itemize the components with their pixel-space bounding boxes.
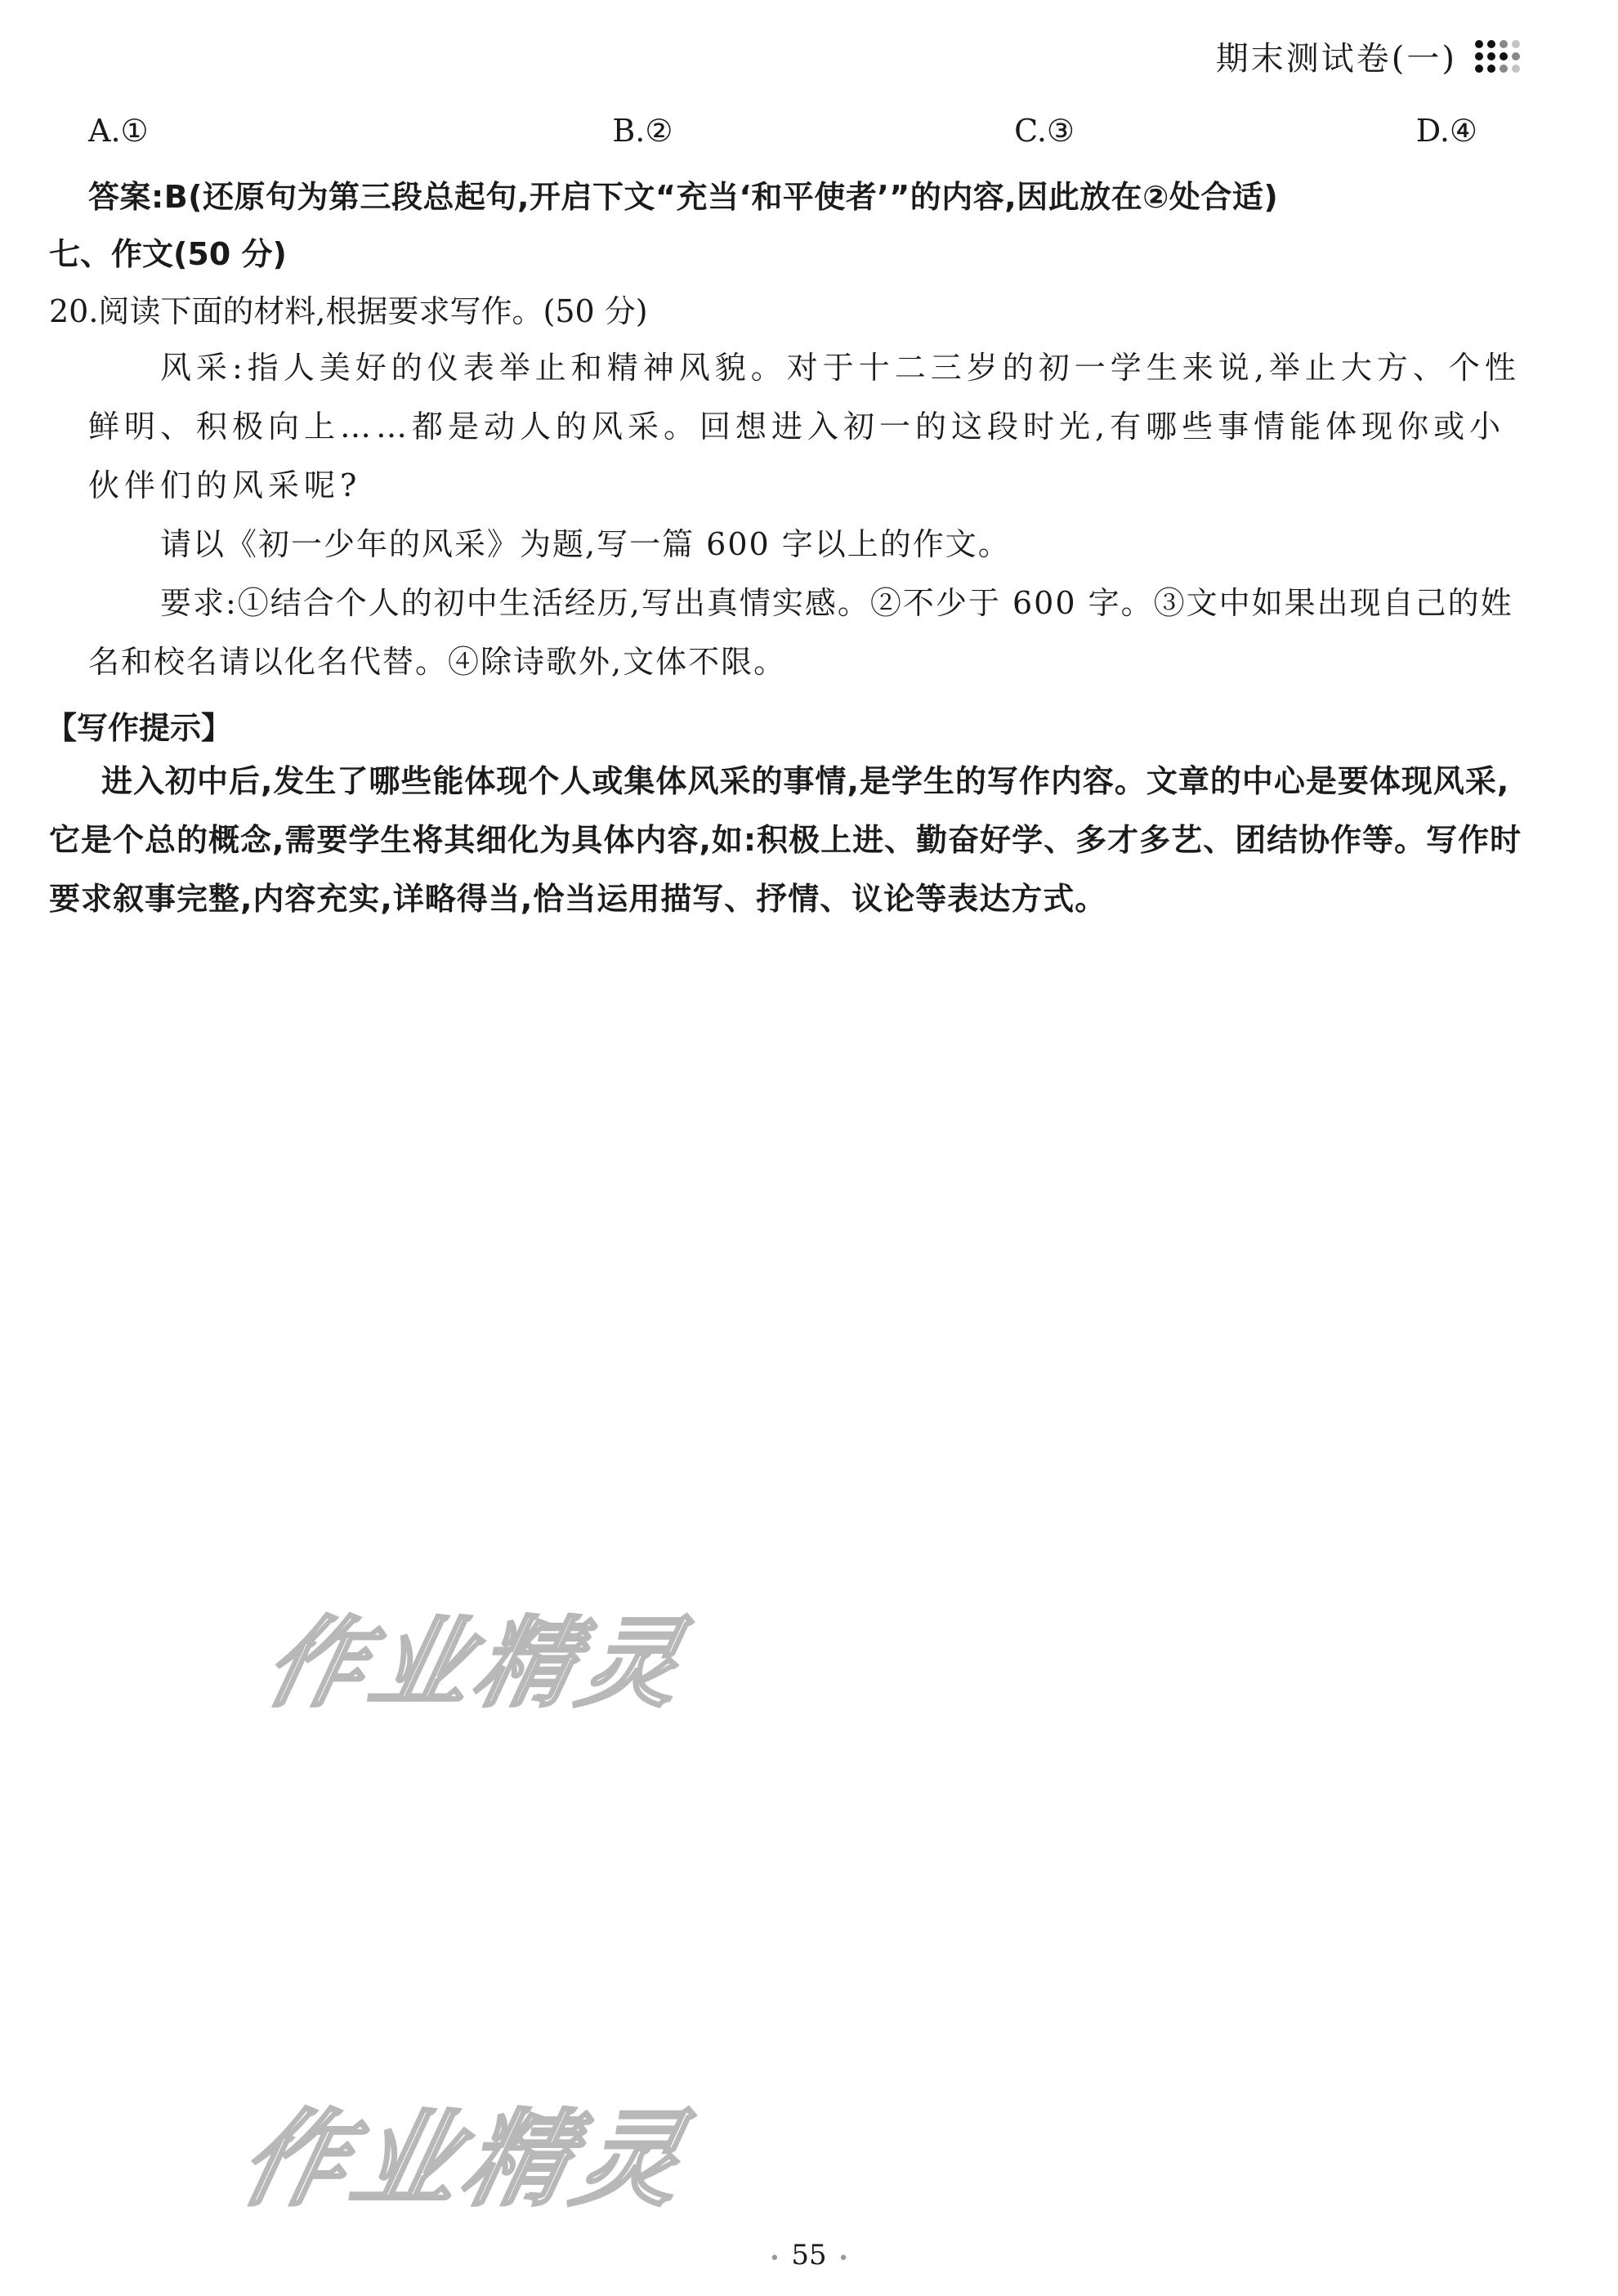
section-heading: 七、作文(50 分) [49, 236, 287, 272]
answer-options [88, 113, 1477, 149]
watermark: 作业精灵 [255, 1607, 699, 1721]
page-header [1216, 33, 1520, 79]
dot-grid-icon [1475, 40, 1520, 73]
watermark: 作业精灵 [230, 2099, 701, 2221]
page-number: 55 [791, 2239, 827, 2271]
question-20: 20.阅读下面的材料,根据要求写作。(50 分) [49, 293, 648, 329]
writing-hint-text: 进入初中后,发生了哪些能体现个人或集体风采的事情,是学生的写作内容。文章的中心是要体现风采,它是个总的概念,需要学生将其细化为具体内容,如:积极上进、勤奋好学、多才多艺、团结协作等。写作时要求叙事完整,内容充实,详略得当,恰当运用描写、抒情、议论等表达方式。 [49, 763, 1522, 917]
option-b: B.② [612, 113, 673, 149]
answer-explanation: 答案:B(还原句为第三段总起句,开启下文“充当‘和平使者’”的内容,因此放在②处合适) [88, 179, 1279, 215]
option-a: A.① [88, 113, 149, 149]
dot-icon: • [769, 2249, 780, 2269]
essay-prompt: 请以《初一少年的风采》为题,写一篇 600 字以上的作文。 [160, 526, 1011, 562]
dot-icon: • [838, 2249, 849, 2269]
option-c: C.③ [1014, 113, 1075, 149]
writing-hint-heading: 【写作提示】 [46, 710, 233, 746]
material-paragraph: 风采:指人美好的仪表举止和精神风貌。对于十二三岁的初一学生来说,举止大方、个性鲜明、积极向上……都是动人的风采。回想进入初一的这段时光,有哪些事情能体现你或小伙伴们的风采呢? [88, 350, 1521, 503]
page-number-footer [0, 2239, 1618, 2271]
option-d: D.④ [1415, 113, 1477, 149]
header-title: 期末测试卷(一) [1215, 40, 1457, 78]
essay-requirements: 要求:①结合个人的初中生活经历,写出真情实感。②不少于 600 字。③文中如果出现自己的姓名和校名请以化名代替。④除诗歌外,文体不限。 [88, 585, 1513, 680]
